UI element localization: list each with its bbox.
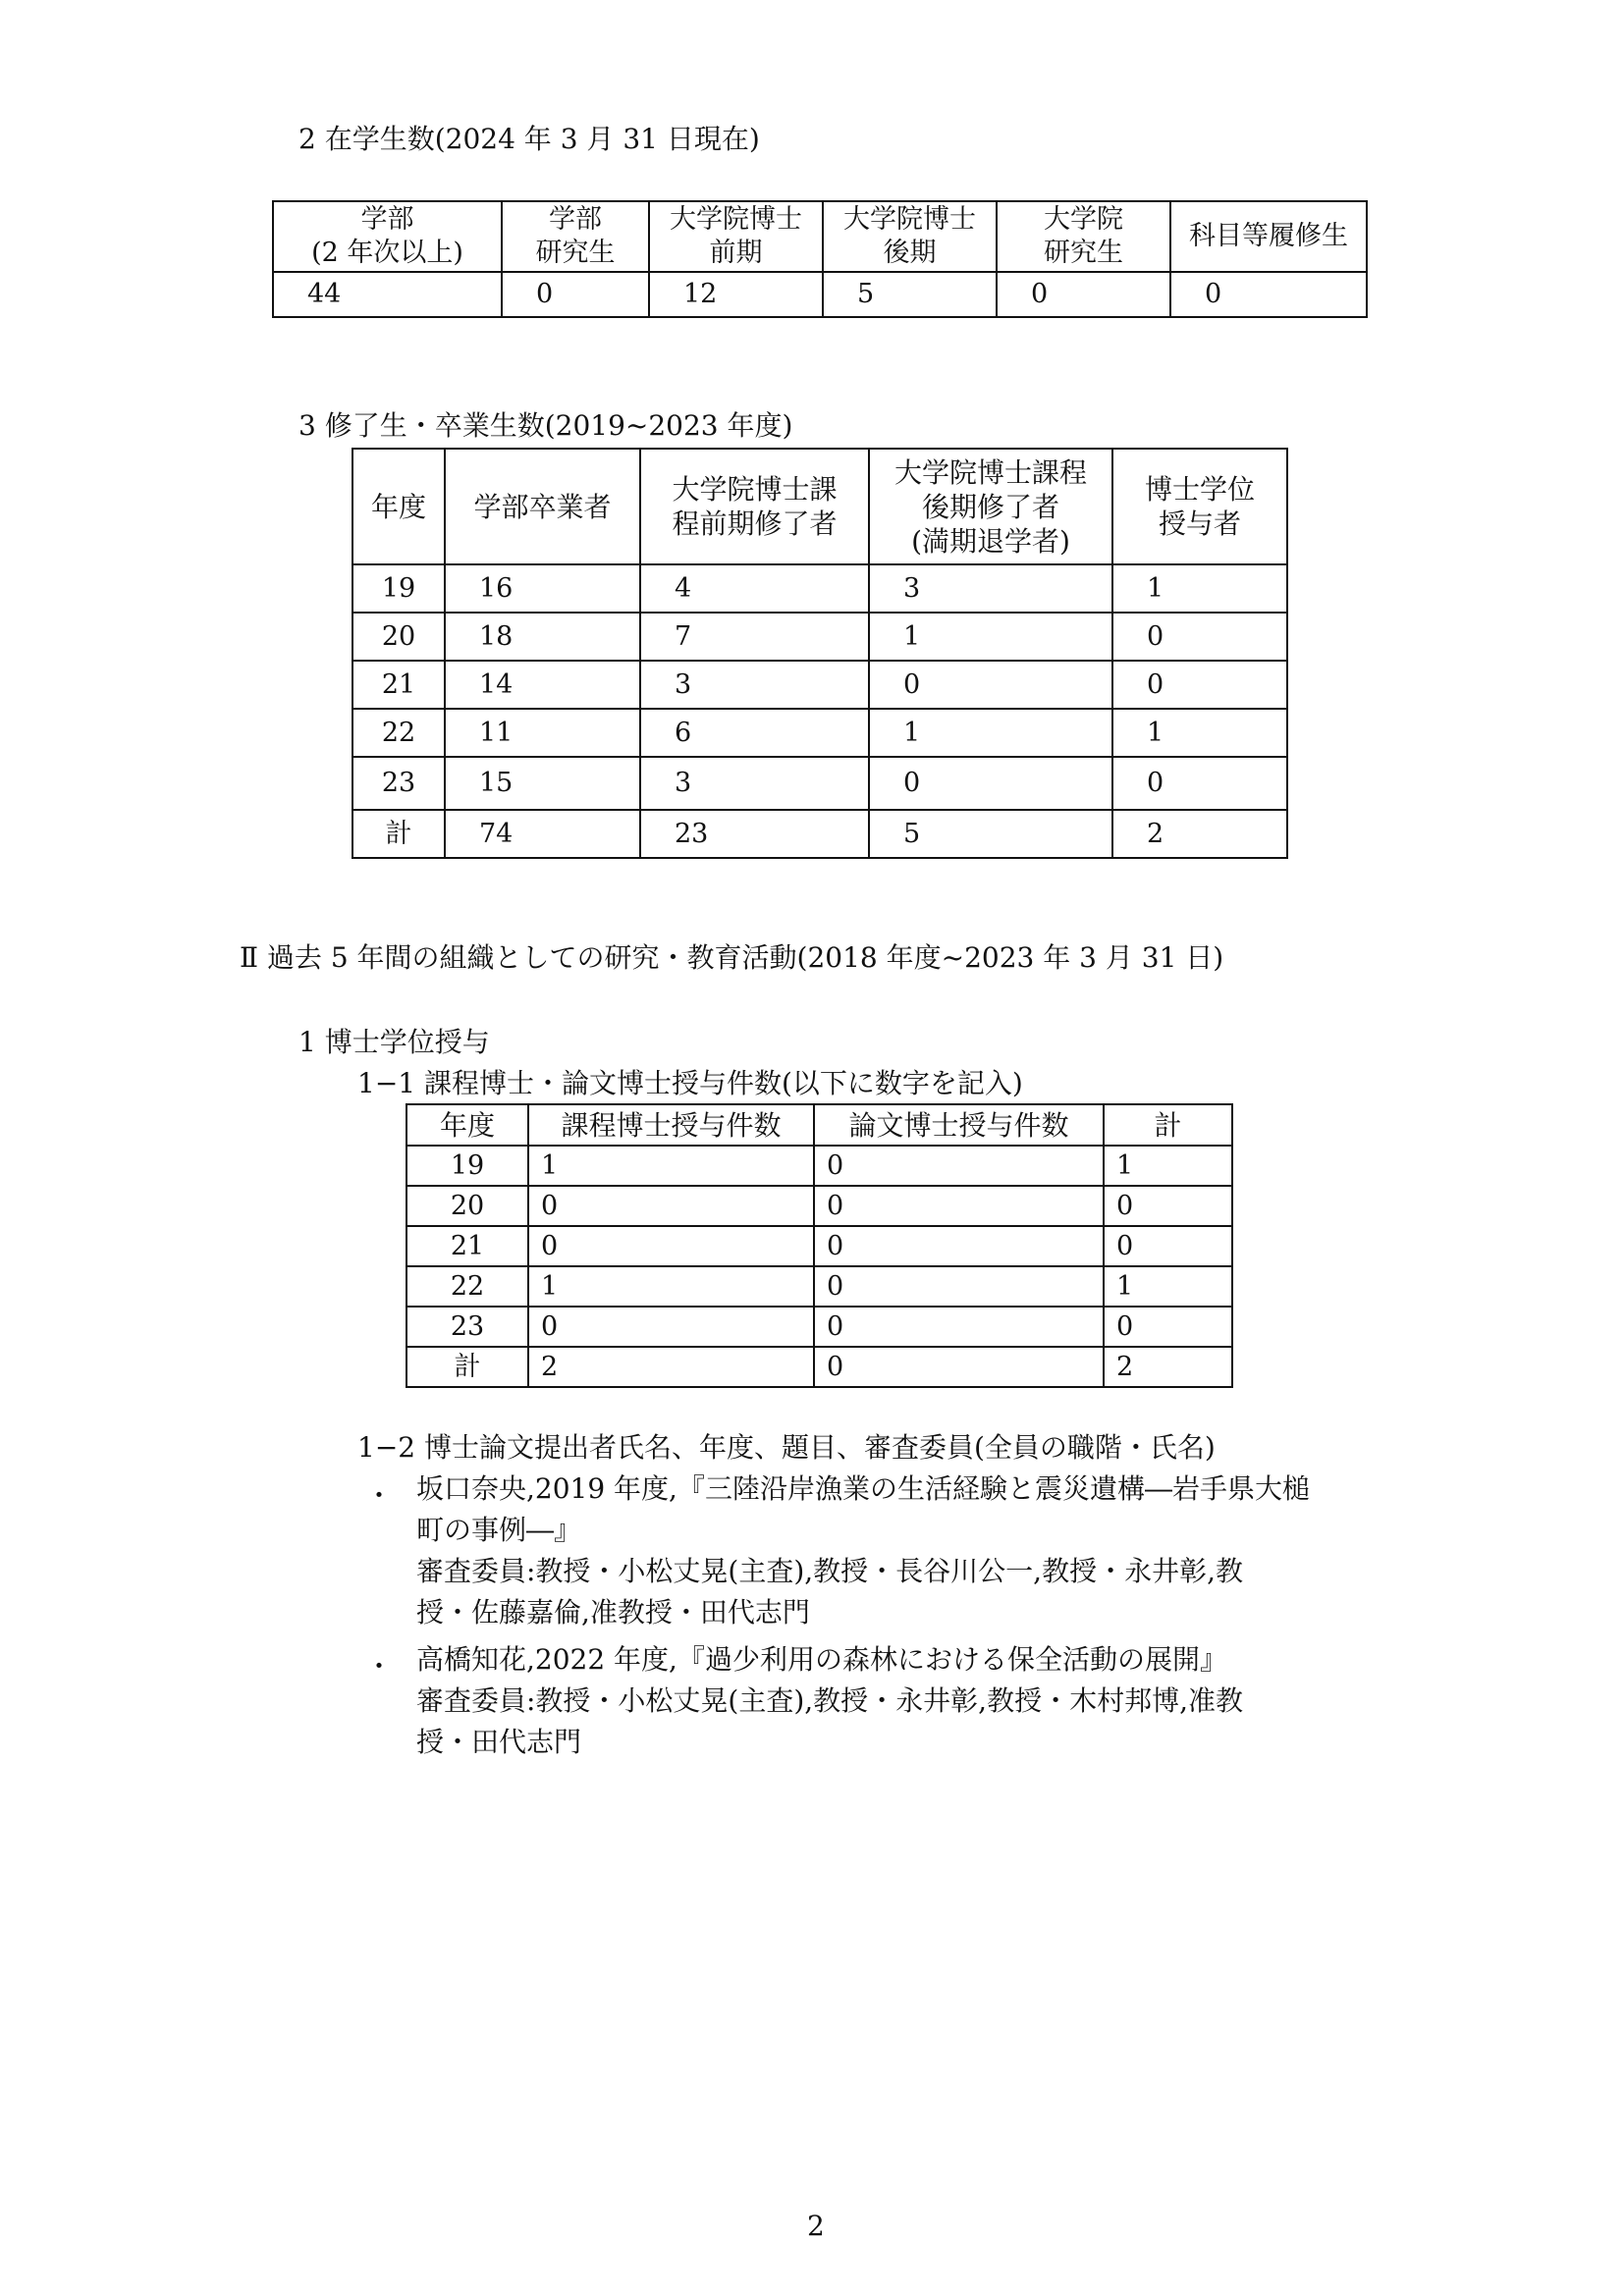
value-cell: 14 [445, 661, 640, 709]
graduates-table [352, 448, 1288, 859]
enrollment-value-row [273, 272, 1367, 317]
value-cell: 6 [640, 709, 869, 757]
entry-line: 審査委員:教授・小松丈晃(主査),教授・永井彰,教授・木村邦博,准教 [416, 1684, 1243, 1717]
enrollment-table [272, 200, 1368, 318]
value-cell: 0 [1104, 1307, 1232, 1347]
value-cell: 1 [1112, 564, 1287, 613]
value-cell: 0 [1170, 272, 1367, 317]
section-3-heading: 3 修了生・卒業生数(2019~2023 年度) [298, 409, 793, 442]
year-cell: 21 [406, 1226, 528, 1266]
value-cell: 1 [1104, 1266, 1232, 1307]
value-cell: 18 [445, 613, 640, 661]
value-cell: 23 [640, 810, 869, 858]
table-total-row [406, 1347, 1232, 1387]
value-cell: 0 [814, 1266, 1104, 1307]
header-cell: 計 [1104, 1104, 1232, 1146]
header-cell: 大学院博士課 程前期修了者 [640, 449, 869, 564]
value-cell: 44 [273, 272, 502, 317]
value-cell: 1 [869, 709, 1112, 757]
value-cell: 74 [445, 810, 640, 858]
value-cell: 0 [502, 272, 649, 317]
value-cell: 5 [823, 272, 997, 317]
value-cell: 0 [814, 1347, 1104, 1387]
value-cell: 0 [528, 1307, 814, 1347]
year-cell: 20 [406, 1186, 528, 1226]
header-cell: 学部 研究生 [502, 201, 649, 272]
year-cell: 21 [352, 661, 445, 709]
header-cell: 学部卒業者 [445, 449, 640, 564]
page-number: 2 [807, 2210, 825, 2242]
doctoral-header-row [406, 1104, 1232, 1146]
value-cell: 1 [528, 1266, 814, 1307]
table-row [406, 1146, 1232, 1186]
subsection-1-2-heading: 1−2 博士論文提出者氏名、年度、題目、審査委員(全員の職階・氏名) [357, 1431, 1216, 1464]
year-cell: 19 [406, 1146, 528, 1186]
value-cell: 1 [1112, 709, 1287, 757]
section-ii-heading: Ⅱ 過去 5 年間の組織としての研究・教育活動(2018 年度~2023 年 3 月 31 日) [240, 941, 1224, 974]
value-cell: 3 [640, 661, 869, 709]
year-cell: 23 [352, 757, 445, 810]
header-cell: 年度 [352, 449, 445, 564]
entry-line: 町の事例―』 [416, 1514, 582, 1546]
dissertation-entry-1 [416, 1468, 1418, 1633]
year-cell: 22 [352, 709, 445, 757]
subsection-1-heading: 1 博士学位授与 [298, 1026, 490, 1058]
value-cell: 15 [445, 757, 640, 810]
year-cell: 19 [352, 564, 445, 613]
value-cell: 11 [445, 709, 640, 757]
section-2-heading: 2 在学生数(2024 年 3 月 31 日現在) [298, 123, 760, 155]
value-cell: 1 [869, 613, 1112, 661]
table-row [352, 709, 1287, 757]
table-row [406, 1307, 1232, 1347]
header-cell: 大学院博士 後期 [823, 201, 997, 272]
total-label-cell: 計 [406, 1347, 528, 1387]
header-cell: 年度 [406, 1104, 528, 1146]
bullet: ・ [365, 1479, 394, 1512]
header-cell: 課程博士授与件数 [528, 1104, 814, 1146]
header-cell: 博士学位 授与者 [1112, 449, 1287, 564]
entry-line: 坂口奈央,2019 年度,『三陸沿岸漁業の生活経験と震災遺構―岩手県大槌 [416, 1472, 1310, 1505]
table-row [352, 661, 1287, 709]
doctoral-degree-table [406, 1103, 1233, 1388]
table-row [406, 1266, 1232, 1307]
value-cell: 0 [528, 1226, 814, 1266]
value-cell: 2 [1112, 810, 1287, 858]
value-cell: 0 [997, 272, 1170, 317]
header-cell: 学部 (2 年次以上) [273, 201, 502, 272]
year-cell: 20 [352, 613, 445, 661]
value-cell: 0 [814, 1186, 1104, 1226]
value-cell: 0 [814, 1307, 1104, 1347]
table-row [352, 564, 1287, 613]
value-cell: 5 [869, 810, 1112, 858]
table-total-row [352, 810, 1287, 858]
dissertation-entry-2 [416, 1639, 1418, 1763]
value-cell: 0 [869, 661, 1112, 709]
header-cell: 大学院博士 前期 [649, 201, 823, 272]
value-cell: 0 [528, 1186, 814, 1226]
table-row [406, 1226, 1232, 1266]
value-cell: 4 [640, 564, 869, 613]
value-cell: 0 [1112, 757, 1287, 810]
header-cell: 論文博士授与件数 [814, 1104, 1104, 1146]
year-cell: 23 [406, 1307, 528, 1347]
header-cell: 大学院博士課程 後期修了者 (満期退学者) [869, 449, 1112, 564]
value-cell: 0 [1112, 661, 1287, 709]
value-cell: 3 [640, 757, 869, 810]
value-cell: 0 [1104, 1186, 1232, 1226]
value-cell: 7 [640, 613, 869, 661]
entry-line: 審査委員:教授・小松丈晃(主査),教授・長谷川公一,教授・永井彰,教 [416, 1555, 1243, 1587]
table-row [406, 1186, 1232, 1226]
table-row [352, 613, 1287, 661]
subsection-1-1-heading: 1−1 課程博士・論文博士授与件数(以下に数字を記入) [357, 1067, 1023, 1099]
entry-line: 授・佐藤嘉倫,准教授・田代志門 [416, 1596, 810, 1629]
entry-line: 授・田代志門 [416, 1726, 582, 1758]
value-cell: 2 [1104, 1347, 1232, 1387]
value-cell: 1 [528, 1146, 814, 1186]
value-cell: 16 [445, 564, 640, 613]
total-label-cell: 計 [352, 810, 445, 858]
value-cell: 12 [649, 272, 823, 317]
value-cell: 1 [1104, 1146, 1232, 1186]
bullet: ・ [365, 1650, 394, 1682]
value-cell: 0 [1112, 613, 1287, 661]
year-cell: 22 [406, 1266, 528, 1307]
enrollment-header-row [273, 201, 1367, 272]
value-cell: 0 [869, 757, 1112, 810]
value-cell: 2 [528, 1347, 814, 1387]
value-cell: 3 [869, 564, 1112, 613]
header-cell: 大学院 研究生 [997, 201, 1170, 272]
graduates-header-row [352, 449, 1287, 564]
header-cell: 科目等履修生 [1170, 201, 1367, 272]
value-cell: 0 [1104, 1226, 1232, 1266]
value-cell: 0 [814, 1226, 1104, 1266]
table-row [352, 757, 1287, 810]
entry-line: 高橋知花,2022 年度,『過少利用の森林における保全活動の展開』 [416, 1643, 1227, 1676]
value-cell: 0 [814, 1146, 1104, 1186]
